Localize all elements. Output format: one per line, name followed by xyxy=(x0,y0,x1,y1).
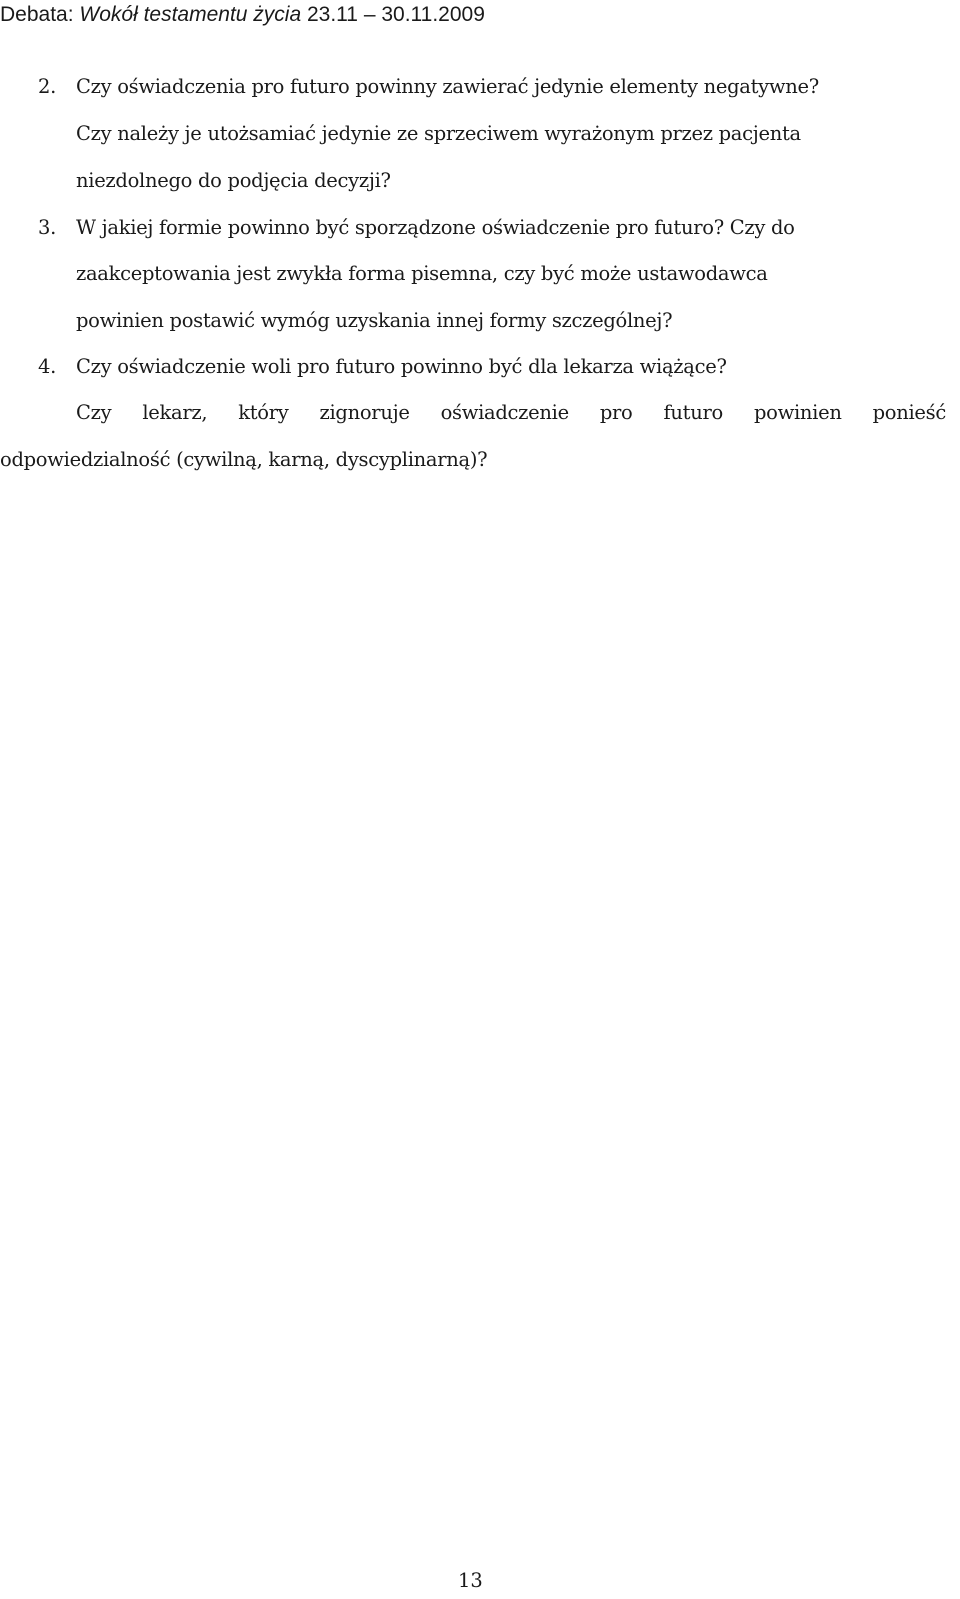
item-text-line: Czy oświadczenia pro futuro powinny zawierać jedynie elementy negatywne? xyxy=(76,75,819,98)
document-header xyxy=(0,2,485,28)
header-prefix: Debata: xyxy=(0,3,80,26)
item-number: 3. xyxy=(38,216,57,239)
item-text-line: odpowiedzialność (cywilną, karną, dyscyplinarną)? xyxy=(0,448,488,471)
item-number: 4. xyxy=(38,355,57,378)
item-text-line: Czy należy je utożsamiać jedynie ze sprzeciwem wyrażonym przez pacjenta xyxy=(76,122,801,145)
item-text-line: zaakceptowania jest zwykła forma pisemna, czy być może ustawodawca xyxy=(76,262,768,285)
item-text-line: Czy oświadczenie woli pro futuro powinno być dla lekarza wiążące? xyxy=(76,355,727,378)
item-text-line: Czy lekarz, który zignoruje oświadczenie pro futuro powinien ponieść xyxy=(76,401,946,424)
header-dates: 23.11 – 30.11.2009 xyxy=(301,3,485,26)
item-text-line: powinien postawić wymóg uzyskania innej formy szczególnej? xyxy=(76,309,673,332)
item-text-line: niezdolnego do podjęcia decyzji? xyxy=(76,169,391,192)
item-text-line: W jakiej formie powinno być sporządzone oświadczenie pro futuro? Czy do xyxy=(76,216,795,239)
item-number: 2. xyxy=(38,75,57,98)
header-topic: Wokół testamentu życia xyxy=(79,3,302,26)
page-number: 13 xyxy=(458,1569,483,1592)
